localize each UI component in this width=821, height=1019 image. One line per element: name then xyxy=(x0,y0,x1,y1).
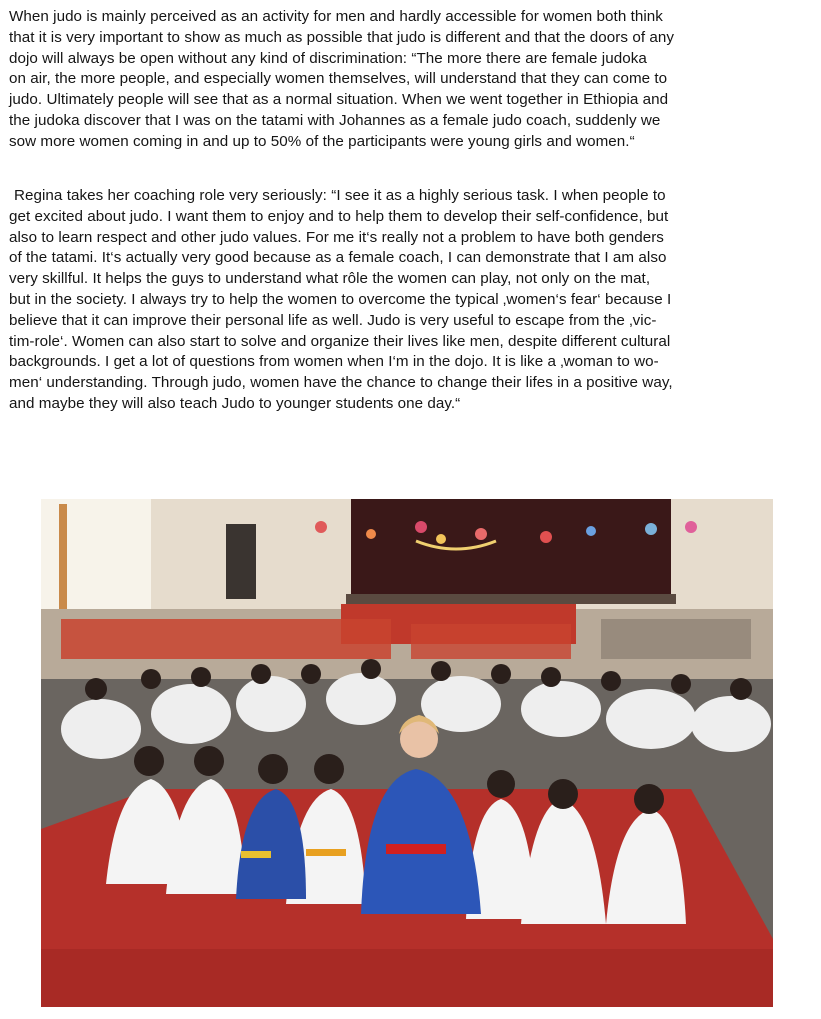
text-line: Regina takes her coaching role very seriously: “I see it as a highly serious task. I when people to xyxy=(14,187,666,204)
text-line: When judo is mainly perceived as an activity for men and hardly accessible for women both think xyxy=(9,8,663,25)
text-line: and maybe they will also teach Judo to younger students one day.“ xyxy=(9,394,461,412)
text-line: tim-role‘. Women can also start to solve and organize their lives like men, despite different cultural xyxy=(9,332,671,350)
text-line: of the tatami. It‘s actually very good because as a female coach, I can demonstrate that I am also xyxy=(9,249,667,267)
text-line: believe that it can improve their personal life as well. Judo is very useful to escape from the ‚vic- xyxy=(9,311,657,329)
text-line: also to learn respect and other judo values. For me it‘s really not a problem to have both genders xyxy=(9,228,664,246)
text-line: that it is very important to show as much as possible that judo is different and that the doors of any xyxy=(9,28,674,46)
text-line: on air, the more people, and especially women themselves, will understand that they can come to xyxy=(9,70,668,88)
text-line: judo. Ultimately people will see that as a normal situation. When we went together in Ethiopia and xyxy=(9,91,669,109)
text-line: get excited about judo. I want them to enjoy and to help them to develop their self-confidence, but xyxy=(9,207,669,225)
text-line: but in the society. I always try to help the women to overcome the typical ‚women‘s fear‘ because I xyxy=(9,290,672,308)
paragraph-1 xyxy=(9,7,809,153)
text-line: backgrounds. I get a lot of questions from women when I‘m in the dojo. It is like a ‚woman to wo- xyxy=(9,353,659,371)
paragraph-2 xyxy=(9,186,809,415)
text-line: sow more women coming in and up to 50% of the participants were young girls and women.“ xyxy=(9,132,635,150)
text-line: dojo will always be open without any kind of discrimination: “The more there are female judoka xyxy=(9,49,647,67)
text-line: very skillful. It helps the guys to understand what rôle the women can play, not only on the mat, xyxy=(9,270,651,288)
text-line: the judoka discover that I was on the tatami with Johannes as a female judo coach, suddenly we xyxy=(9,111,661,129)
text-line: men‘ understanding. Through judo, women have the chance to change their lifes in a positive way, xyxy=(9,374,673,392)
group-photo xyxy=(41,499,773,1007)
